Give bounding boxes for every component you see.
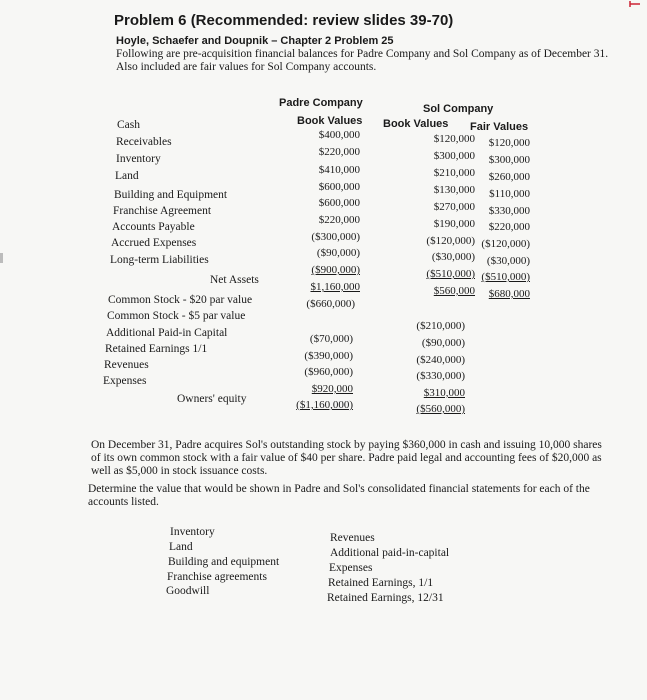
- list-item: Inventory: [170, 526, 215, 538]
- row-label: Inventory: [116, 153, 161, 165]
- owners-equity-padre: ($1,160,000): [296, 399, 353, 411]
- sol-fair-value: $330,000: [488, 205, 530, 217]
- header-padre-book-values: Book Values: [297, 115, 363, 127]
- padre-value: $920,000: [311, 383, 353, 395]
- sol-value: $310,000: [423, 387, 465, 399]
- row-label: Common Stock - $5 par value: [107, 310, 246, 322]
- padre-value: ($660,000): [306, 298, 355, 310]
- sol-fair-value: ($510,000): [481, 271, 530, 283]
- list-item: Additional paid-in-capital: [330, 547, 450, 559]
- row-label: Additional Paid-in Capital: [106, 327, 228, 339]
- padre-value: ($390,000): [304, 350, 353, 362]
- problem-title: Problem 6 (Recommended: review slides 39-70): [114, 12, 454, 29]
- padre-value: $220,000: [318, 214, 360, 226]
- row-label: Cash: [117, 119, 140, 131]
- padre-value: $600,000: [318, 181, 360, 193]
- padre-value: ($90,000): [316, 247, 360, 259]
- list-item: Franchise agreements: [167, 571, 267, 583]
- padre-value: ($300,000): [311, 231, 360, 243]
- row-label: Building and Equipment: [114, 189, 228, 201]
- sol-fair-value: $300,000: [488, 154, 530, 166]
- list-item: Retained Earnings, 12/31: [327, 592, 444, 604]
- row-label: Expenses: [103, 375, 147, 387]
- sol-fair-value: ($30,000): [486, 255, 530, 267]
- list-item: Retained Earnings, 1/1: [328, 577, 434, 589]
- net-assets-sol-book: $560,000: [433, 285, 475, 297]
- sol-fair-value: $120,000: [488, 137, 530, 149]
- padre-value: $220,000: [318, 146, 360, 158]
- padre-value: $400,000: [318, 129, 360, 141]
- list-item: Revenues: [330, 532, 375, 544]
- row-label: Franchise Agreement: [113, 205, 212, 217]
- net-assets-label: Net Assets: [210, 274, 259, 286]
- list-item: Building and equipment: [168, 556, 280, 568]
- instruction-paragraph: Determine the value that would be shown in Padre and Sol's consolidated financial statements for each of the accounts listed.: [88, 483, 590, 508]
- padre-value: ($70,000): [309, 333, 353, 345]
- sol-book-value: $130,000: [433, 184, 475, 196]
- sol-book-value: $210,000: [433, 167, 475, 179]
- padre-value: $600,000: [318, 197, 360, 209]
- header-sol-company: Sol Company: [423, 103, 494, 115]
- net-assets-padre: $1,160,000: [310, 281, 360, 293]
- row-label: Revenues: [104, 359, 149, 371]
- corner-mark-icon: [629, 0, 641, 8]
- row-label: Common Stock - $20 par value: [108, 294, 253, 306]
- sol-book-value: $270,000: [433, 201, 475, 213]
- row-label: Retained Earnings 1/1: [105, 343, 208, 355]
- list-item: Goodwill: [166, 585, 210, 597]
- net-assets-sol-fair: $680,000: [488, 288, 530, 300]
- header-sol-fair-values: Fair Values: [470, 121, 529, 133]
- sol-value: ($240,000): [416, 354, 465, 366]
- sol-book-value: $300,000: [433, 150, 475, 162]
- owners-equity-label: Owners' equity: [177, 393, 247, 405]
- sol-book-value: $190,000: [433, 218, 475, 230]
- sol-book-value: $120,000: [433, 133, 475, 145]
- header-sol-book-values: Book Values: [383, 118, 449, 130]
- acquisition-paragraph: On December 31, Padre acquires Sol's outstanding stock by paying $360,000 in cash and issuing 10,000 shares of its own common stock with a fair value of $40 per share. Padre paid legal and accounting fees of $20,000 as well as $5,000 in stock issuance costs.: [91, 439, 602, 477]
- list-item: Expenses: [329, 562, 373, 574]
- padre-value: ($900,000): [311, 264, 360, 276]
- header-padre-company: Padre Company: [279, 97, 363, 109]
- sol-fair-value: $110,000: [489, 188, 530, 200]
- row-label: Long-term Liabilities: [110, 254, 209, 266]
- sol-value: ($210,000): [416, 320, 465, 332]
- row-label: Accrued Expenses: [111, 237, 197, 249]
- sol-book-value: ($30,000): [431, 251, 475, 263]
- owners-equity-sol: ($560,000): [416, 403, 465, 415]
- problem-subtitle: Hoyle, Schaefer and Doupnik – Chapter 2 Problem 25: [116, 35, 394, 47]
- sol-value: ($90,000): [421, 337, 465, 349]
- row-label: Receivables: [116, 136, 172, 148]
- row-label: Land: [115, 170, 139, 182]
- sol-fair-value: ($120,000): [481, 238, 530, 250]
- sol-fair-value: $220,000: [488, 221, 530, 233]
- sol-book-value: ($120,000): [426, 235, 475, 247]
- row-label: Accounts Payable: [112, 221, 195, 233]
- sol-book-value: ($510,000): [426, 268, 475, 280]
- sol-value: ($330,000): [416, 370, 465, 382]
- sol-fair-value: $260,000: [488, 171, 530, 183]
- margin-mark: [0, 253, 3, 263]
- padre-value: $410,000: [318, 164, 360, 176]
- list-item: Land: [169, 541, 193, 553]
- padre-value: ($960,000): [304, 366, 353, 378]
- intro-text: Following are pre-acquisition financial balances for Padre Company and Sol Company as of December 31. Also included are fair values for Sol Company accounts.: [116, 48, 609, 73]
